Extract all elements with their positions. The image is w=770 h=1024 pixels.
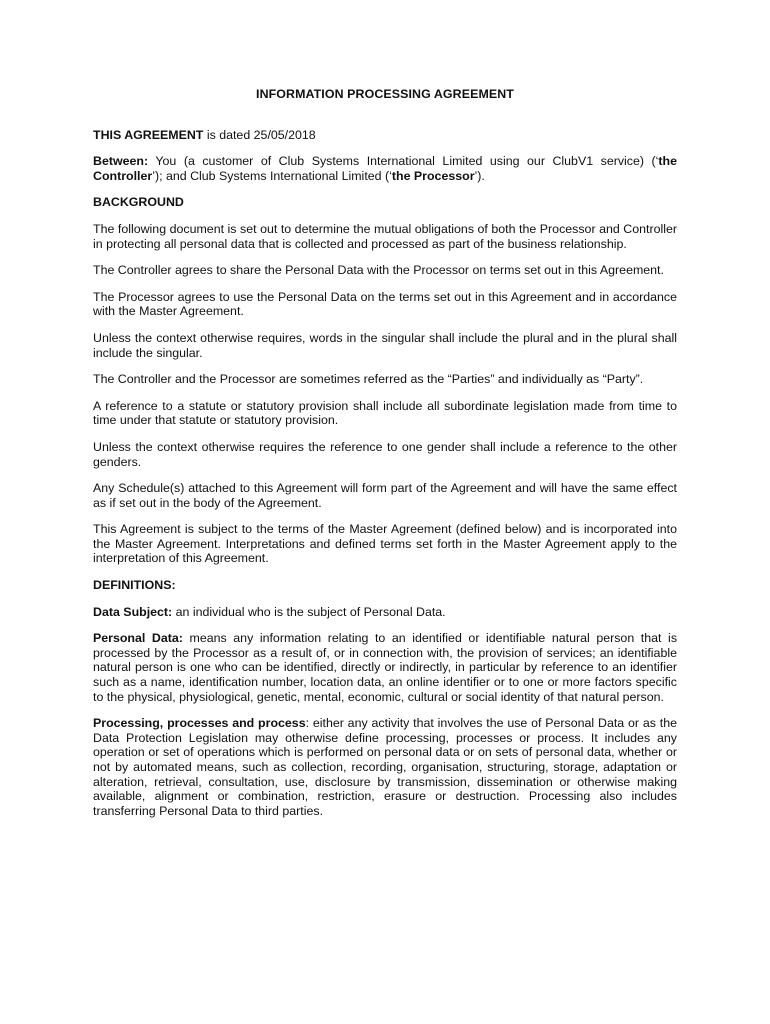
definition-text: an individual who is the subject of Personal Data. <box>172 604 446 619</box>
definition-processing <box>93 716 677 818</box>
definition-personal-data <box>93 631 677 704</box>
definition-term: Data Subject: <box>93 604 173 619</box>
between-label: Between: <box>93 154 149 169</box>
background-paragraph: The Processor agrees to use the Personal Data on the terms set out in this Agreement and in accordance with the Master Agreement. <box>93 289 677 319</box>
document-title: INFORMATION PROCESSING AGREEMENT <box>256 87 514 101</box>
parties-between <box>93 154 677 183</box>
definitions-heading: DEFINITIONS: <box>93 578 176 593</box>
background-paragraph: Any Schedule(s) attached to this Agreement will form part of the Agreement and will have the same effect as if set out in the body of the Agreement. <box>93 481 677 510</box>
background-paragraph: Unless the context otherwise requires, words in the singular shall include the plural and in the plural shall include the singular. <box>93 330 677 360</box>
between-text-2: ’); and Club Systems International Limited (‘ <box>152 168 392 183</box>
background-heading: BACKGROUND <box>93 195 184 210</box>
background-paragraph: Unless the context otherwise requires the reference to one gender shall include a reference to the other genders. <box>93 439 677 469</box>
background-paragraph: The following document is set out to determine the mutual obligations of both the Processor and Controller in protecting all personal data that is collected and processed as part of the business relationship. <box>93 221 677 251</box>
definition-data-subject <box>93 605 677 620</box>
definition-term: Personal Data: <box>93 631 183 646</box>
between-text-3: ’). <box>474 168 485 183</box>
agreement-date-lead: THIS AGREEMENT <box>93 127 204 142</box>
controller-term: the Controller <box>93 154 677 183</box>
background-paragraph: A reference to a statute or statutory provision shall include all subordinate legislation made from time to time under that statute or statutory provision. <box>93 398 677 428</box>
agreement-date <box>93 128 677 143</box>
definition-text: : either any activity that involves the use of Personal Data or as the Data Protection Legislation may otherwise define processing, processes or process. It includes any operation or set of operations which is performed on personal data or on sets of personal data, whether or not by automated means, such as collection, recording, organisation, structuring, storage, adaptation or alteration, retrieval, consultation, use, disclosure by transmission, dissemination or otherwise making available, alignment or combination, restriction, erasure or destruction. Processing also includes transferring Personal Data to third parties. <box>93 716 677 818</box>
background-paragraph: The Controller and the Processor are sometimes referred as the “Parties” and individually as “Party”. <box>93 372 644 387</box>
processor-term: the Processor <box>391 168 475 183</box>
background-paragraph: The Controller agrees to share the Personal Data with the Processor on terms set out in this Agreement. <box>93 263 664 278</box>
agreement-date-text: is dated 25/05/2018 <box>203 127 316 142</box>
between-text-1: You (a customer of Club Systems International Limited using our ClubV1 service) (‘ <box>148 154 659 169</box>
document-body <box>93 87 677 830</box>
definition-term: Processing, processes and process <box>93 716 306 731</box>
definition-text: means any information relating to an identified or identifiable natural person that is processed by the Processor as a result of, or in connection with, the provision of services; an identifiable natural person is one who can be identified, directly or indirectly, in particular by reference to an identifier such as a name, identification number, location data, an online identifier or to one or more factors specific to the physical, physiological, genetic, mental, economic, cultural or social identity of that natural person. <box>93 631 678 704</box>
background-paragraph: This Agreement is subject to the terms of the Master Agreement (defined below) and is incorporated into the Master Agreement. Interpretations and defined terms set forth in the Master Agreement apply to the interpretation of this Agreement. <box>93 522 677 566</box>
